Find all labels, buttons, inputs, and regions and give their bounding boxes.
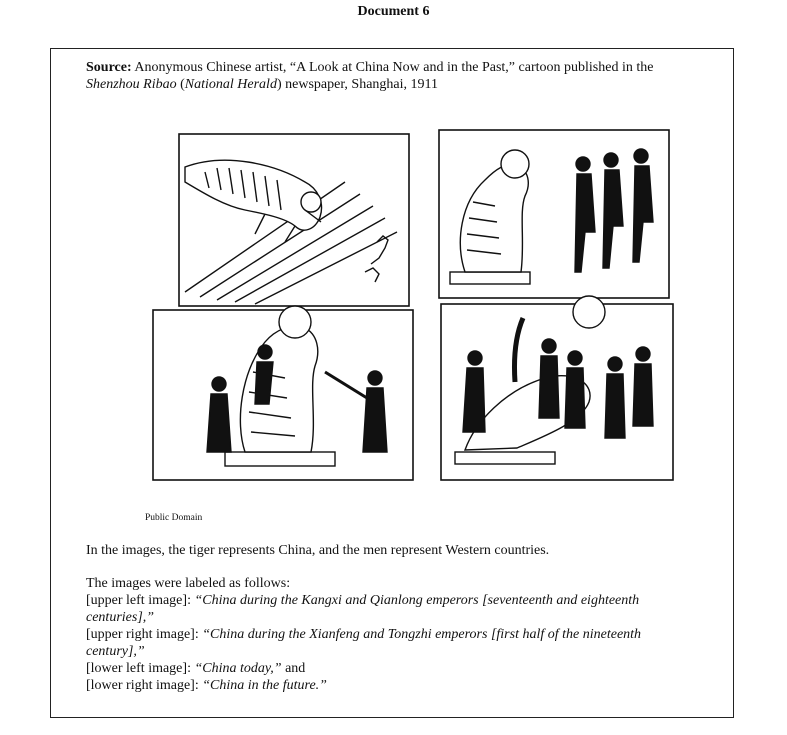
newspaper-name: Shenzhou Ribao bbox=[86, 77, 177, 92]
image-credit: Public Domain bbox=[145, 513, 203, 523]
source-label: Source: bbox=[86, 60, 132, 75]
label-quote: “China during the Kangxi and Qianlong emperors [seventeenth and eighteenth centuries],” bbox=[86, 593, 640, 625]
document-title: Document 6 bbox=[357, 4, 430, 19]
label-upper-left bbox=[86, 592, 696, 626]
document-frame bbox=[50, 48, 734, 718]
label-lower-right bbox=[86, 677, 696, 694]
image-labels bbox=[86, 575, 696, 694]
newspaper-translation: National Herald bbox=[184, 77, 277, 92]
source-paren: ( bbox=[176, 77, 185, 92]
label-prefix: [lower right image]: bbox=[86, 678, 203, 693]
label-prefix: [upper left image]: bbox=[86, 593, 195, 608]
label-suffix: and bbox=[281, 661, 306, 676]
label-prefix: [lower left image]: bbox=[86, 661, 195, 676]
label-lower-left bbox=[86, 660, 696, 677]
cartoon-image bbox=[145, 122, 677, 492]
label-upper-right bbox=[86, 626, 696, 660]
label-quote: “China today,” bbox=[194, 661, 282, 676]
source-citation bbox=[86, 59, 696, 93]
explanation-paragraph: In the images, the tiger represents China, and the men represent Western countries. bbox=[86, 543, 550, 558]
source-text-after: ) newspaper, Shanghai, 1911 bbox=[276, 77, 439, 92]
label-quote: “China in the future.” bbox=[202, 678, 327, 693]
source-text: Anonymous Chinese artist, “A Look at China Now and in the Past,” cartoon published in the bbox=[131, 60, 654, 75]
labels-intro: The images were labeled as follows: bbox=[86, 576, 291, 591]
label-prefix: [upper right image]: bbox=[86, 627, 203, 642]
label-quote: “China during the Xianfeng and Tongzhi emperors [first half of the nineteenth century],” bbox=[86, 627, 642, 659]
